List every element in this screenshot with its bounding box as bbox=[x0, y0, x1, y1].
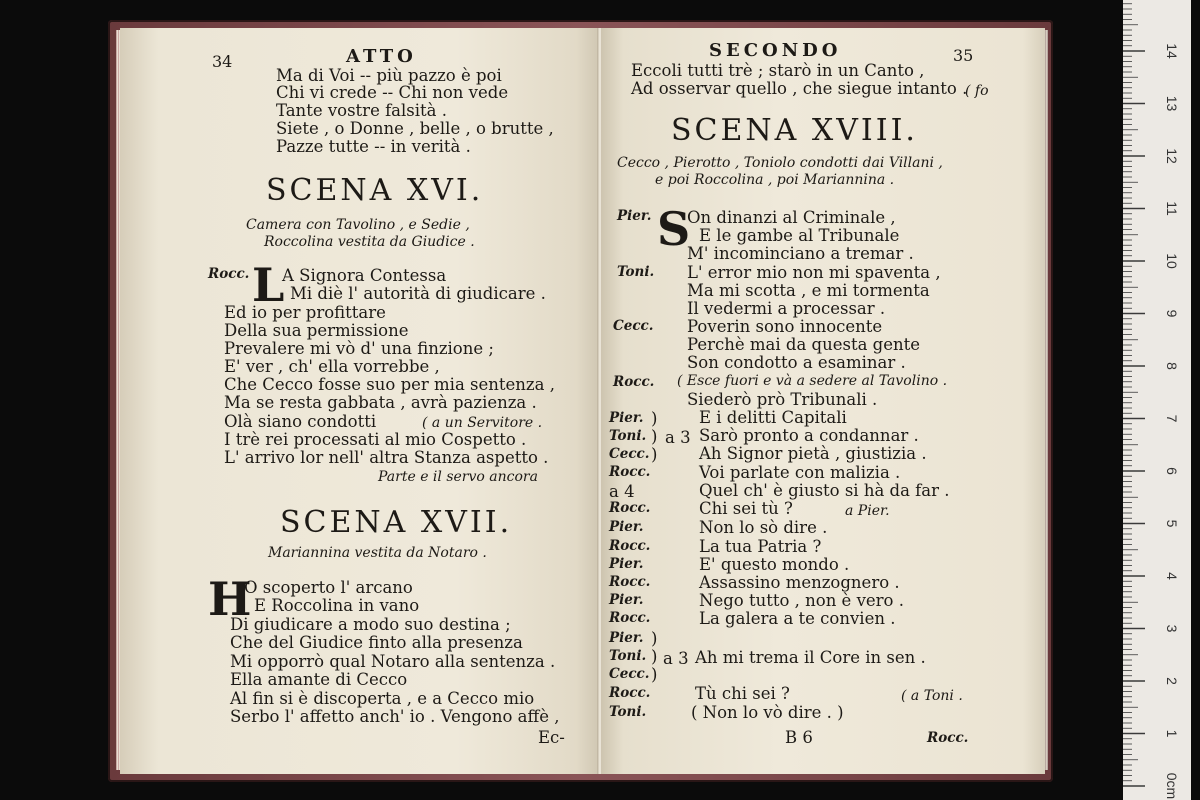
speaker-label: Rocc. bbox=[609, 574, 651, 590]
speaker-label: Rocc. bbox=[613, 374, 655, 390]
ruler-label: 13 bbox=[1164, 95, 1180, 112]
verse-line: Tante vostre falsità . bbox=[276, 101, 448, 120]
verse-line: Che Cecco fosse suo per mia sentenza , bbox=[224, 375, 555, 394]
verse-line: E i delitti Capitali bbox=[699, 408, 847, 427]
ensemble-marker: a 3 bbox=[665, 428, 691, 447]
verse-line: Nego tutto , non è vero . bbox=[699, 591, 904, 610]
verse-line: E le gambe al Tribunale bbox=[699, 226, 900, 245]
verse-line: Perchè mai da questa gente bbox=[687, 335, 921, 354]
drop-cap: S bbox=[657, 202, 691, 256]
verse-line: Voi parlate con malizia . bbox=[699, 463, 901, 482]
verse-line: E' questo mondo . bbox=[699, 555, 850, 574]
speaker-label: Rocc. bbox=[609, 500, 651, 516]
verse-line: O scoperto l' arcano bbox=[244, 578, 413, 597]
ruler-label: 6 bbox=[1164, 467, 1180, 475]
ruler-scale bbox=[1123, 0, 1191, 800]
verse-line: Olà siano condotti bbox=[224, 412, 377, 431]
ruler-label: 8 bbox=[1164, 362, 1180, 370]
ruler-label: 2 bbox=[1164, 677, 1180, 685]
ensemble-marker: a 4 bbox=[609, 482, 635, 501]
verse-line: Tù chi sei ? bbox=[695, 684, 790, 703]
speaker-label: Toni. bbox=[609, 704, 647, 720]
scene-heading: SCENA XVI. bbox=[266, 173, 484, 208]
verse-line: A Signora Contessa bbox=[282, 266, 447, 285]
verse-line: M' incominciano a tremar . bbox=[687, 244, 914, 263]
catchword: Ec- bbox=[538, 728, 565, 747]
stage-direction: ( Esce fuori e và a sedere al Tavolino . bbox=[677, 373, 948, 389]
speaker-label: Pier. bbox=[609, 519, 644, 535]
ruler-label: 12 bbox=[1164, 148, 1180, 164]
ruler-label: 1 bbox=[1164, 729, 1180, 738]
ruler-label: 5 bbox=[1164, 519, 1180, 528]
verse-line: L' arrivo lor nell' altra Stanza aspetto . bbox=[224, 448, 549, 467]
verse-line: E' ver , ch' ella vorrebbe , bbox=[224, 357, 440, 376]
stage-aside: ( a un Servitore . bbox=[422, 415, 543, 431]
stage-direction: Mariannina vestita da Notaro . bbox=[268, 545, 487, 561]
speaker-label: Cecc. bbox=[613, 318, 654, 334]
verse-line: Chi vi crede -- Chi non vede bbox=[276, 83, 509, 102]
bracket: ) bbox=[651, 665, 658, 684]
ruler-label: 0cm bbox=[1164, 772, 1180, 800]
verse-line: Ad osservar quello , che siegue intanto . bbox=[631, 79, 968, 98]
verse-line: Il vedermi a processar . bbox=[687, 299, 886, 318]
verse-line: Ma mi scotta , e mi tormenta bbox=[687, 281, 930, 300]
verse-line: Ah mi trema il Core in sen . bbox=[695, 648, 926, 667]
verse-line: Ella amante di Cecco bbox=[230, 670, 408, 689]
stage-direction: Camera con Tavolino , e Sedie , bbox=[246, 217, 470, 233]
verse-line: Eccoli tutti trè ; starò in un Canto , bbox=[631, 61, 925, 80]
speaker-label: Pier. bbox=[609, 630, 644, 646]
ruler-label: 3 bbox=[1164, 624, 1180, 633]
speaker-label: Pier. bbox=[609, 410, 644, 426]
scene-heading: SCENA XVIII. bbox=[671, 113, 918, 148]
verse-line: Sarò pronto a condannar . bbox=[699, 426, 919, 445]
ruler-label: 9 bbox=[1164, 309, 1180, 318]
verse-line: Ma se resta gabbata , avrà pazienza . bbox=[224, 393, 537, 412]
speaker-label: Rocc. bbox=[609, 538, 651, 554]
scene-heading: SCENA XVII. bbox=[280, 505, 513, 540]
bracket: ) bbox=[651, 445, 658, 464]
speaker-label: Rocc. bbox=[609, 610, 651, 626]
ruler-label: 14 bbox=[1164, 43, 1180, 59]
bracket: ) bbox=[651, 427, 658, 446]
stage-aside: ( fo bbox=[965, 83, 989, 99]
verse-line: Ah Signor pietà , giustizia . bbox=[699, 444, 927, 463]
ruler-label: 4 bbox=[1164, 572, 1180, 580]
verse-line: Pazze tutte -- in verità . bbox=[276, 137, 471, 156]
verse-line: Della sua permissione bbox=[224, 321, 409, 340]
page-number: 35 bbox=[953, 46, 974, 65]
signature-mark: B 6 bbox=[785, 728, 813, 747]
verse-line: La tua Patria ? bbox=[699, 537, 822, 556]
verse-line: Assassino menzognero . bbox=[699, 573, 900, 592]
stage-direction: Roccolina vestita da Giudice . bbox=[264, 234, 475, 250]
verse-line: Siederò prò Tribunali . bbox=[687, 390, 878, 409]
speaker-label: Toni. bbox=[609, 648, 647, 664]
verse-line: Di giudicare a modo suo destina ; bbox=[230, 615, 511, 634]
verse-line: Chi sei tù ? bbox=[699, 499, 793, 518]
verse-line: Poverin sono innocente bbox=[687, 317, 883, 336]
drop-cap: L bbox=[252, 258, 285, 312]
verse-line: Mi opporrò qual Notaro alla sentenza . bbox=[230, 652, 556, 671]
stage-exit: Parte e il servo ancora bbox=[378, 469, 538, 485]
verse-line: Ed io per profittare bbox=[224, 303, 386, 322]
speaker-label: Toni. bbox=[617, 264, 655, 280]
left-page bbox=[120, 28, 600, 774]
running-head: SECONDO bbox=[709, 40, 842, 61]
speaker-label: Rocc. bbox=[609, 685, 651, 701]
speaker-label: Pier. bbox=[609, 592, 644, 608]
page-number: 34 bbox=[212, 52, 233, 71]
verse-line: E Roccolina in vano bbox=[254, 596, 420, 615]
verse-line: Al fin si è discoperta , e a Cecco mio bbox=[230, 689, 535, 708]
speaker-label: Rocc. bbox=[208, 266, 250, 282]
verse-line: Serbo l' affetto anch' io . Vengono affè , bbox=[230, 707, 560, 726]
verse-line: Ma di Voi -- più pazzo è poi bbox=[276, 66, 502, 85]
speaker-label: Pier. bbox=[617, 208, 652, 224]
ruler-label: 7 bbox=[1164, 414, 1180, 423]
bracket: ) bbox=[651, 409, 658, 428]
measuring-ruler bbox=[1123, 0, 1191, 800]
verse-line: Che del Giudice finto alla presenza bbox=[230, 633, 523, 652]
speaker-label: Pier. bbox=[609, 556, 644, 572]
verse-line: Son condotto a esaminar . bbox=[687, 353, 906, 372]
bracket: ) bbox=[651, 647, 658, 666]
bracket: ) bbox=[651, 629, 658, 648]
verse-line: Non lo sò dire . bbox=[699, 518, 828, 537]
catchword: Rocc. bbox=[927, 730, 969, 746]
running-head: ATTO bbox=[346, 46, 417, 67]
speaker-label: Cecc. bbox=[609, 666, 650, 682]
speaker-label: Rocc. bbox=[609, 464, 651, 480]
ruler-label: 10 bbox=[1164, 253, 1180, 269]
verse-line: La galera a te convien . bbox=[699, 609, 896, 628]
ensemble-marker: a 3 bbox=[663, 649, 689, 668]
stage-direction: e poi Roccolina , poi Mariannina . bbox=[655, 172, 895, 188]
drop-cap: H bbox=[208, 572, 252, 626]
stage-aside: ( a Toni . bbox=[901, 688, 963, 704]
verse-line: Quel ch' è giusto si hà da far . bbox=[699, 481, 950, 500]
verse-line: ( Non lo vò dire . ) bbox=[691, 703, 844, 722]
verse-line: Siete , o Donne , belle , o brutte , bbox=[276, 119, 554, 138]
speaker-label: Cecc. bbox=[609, 446, 650, 462]
speaker-label: Toni. bbox=[609, 428, 647, 444]
verse-line: L' error mio non mi spaventa , bbox=[687, 263, 941, 282]
verse-line: On dinanzi al Criminale , bbox=[687, 208, 896, 227]
stage-aside: a Pier. bbox=[845, 503, 890, 519]
ruler-label: 11 bbox=[1164, 201, 1180, 216]
right-page bbox=[601, 28, 1045, 774]
verse-line: I trè rei processati al mio Cospetto . bbox=[224, 430, 527, 449]
stage-direction: Cecco , Pierotto , Toniolo condotti dai Villani , bbox=[617, 155, 943, 171]
verse-line: Mi diè l' autorità di giudicare . bbox=[290, 284, 546, 303]
verse-line: Prevalere mi vò d' una finzione ; bbox=[224, 339, 494, 358]
